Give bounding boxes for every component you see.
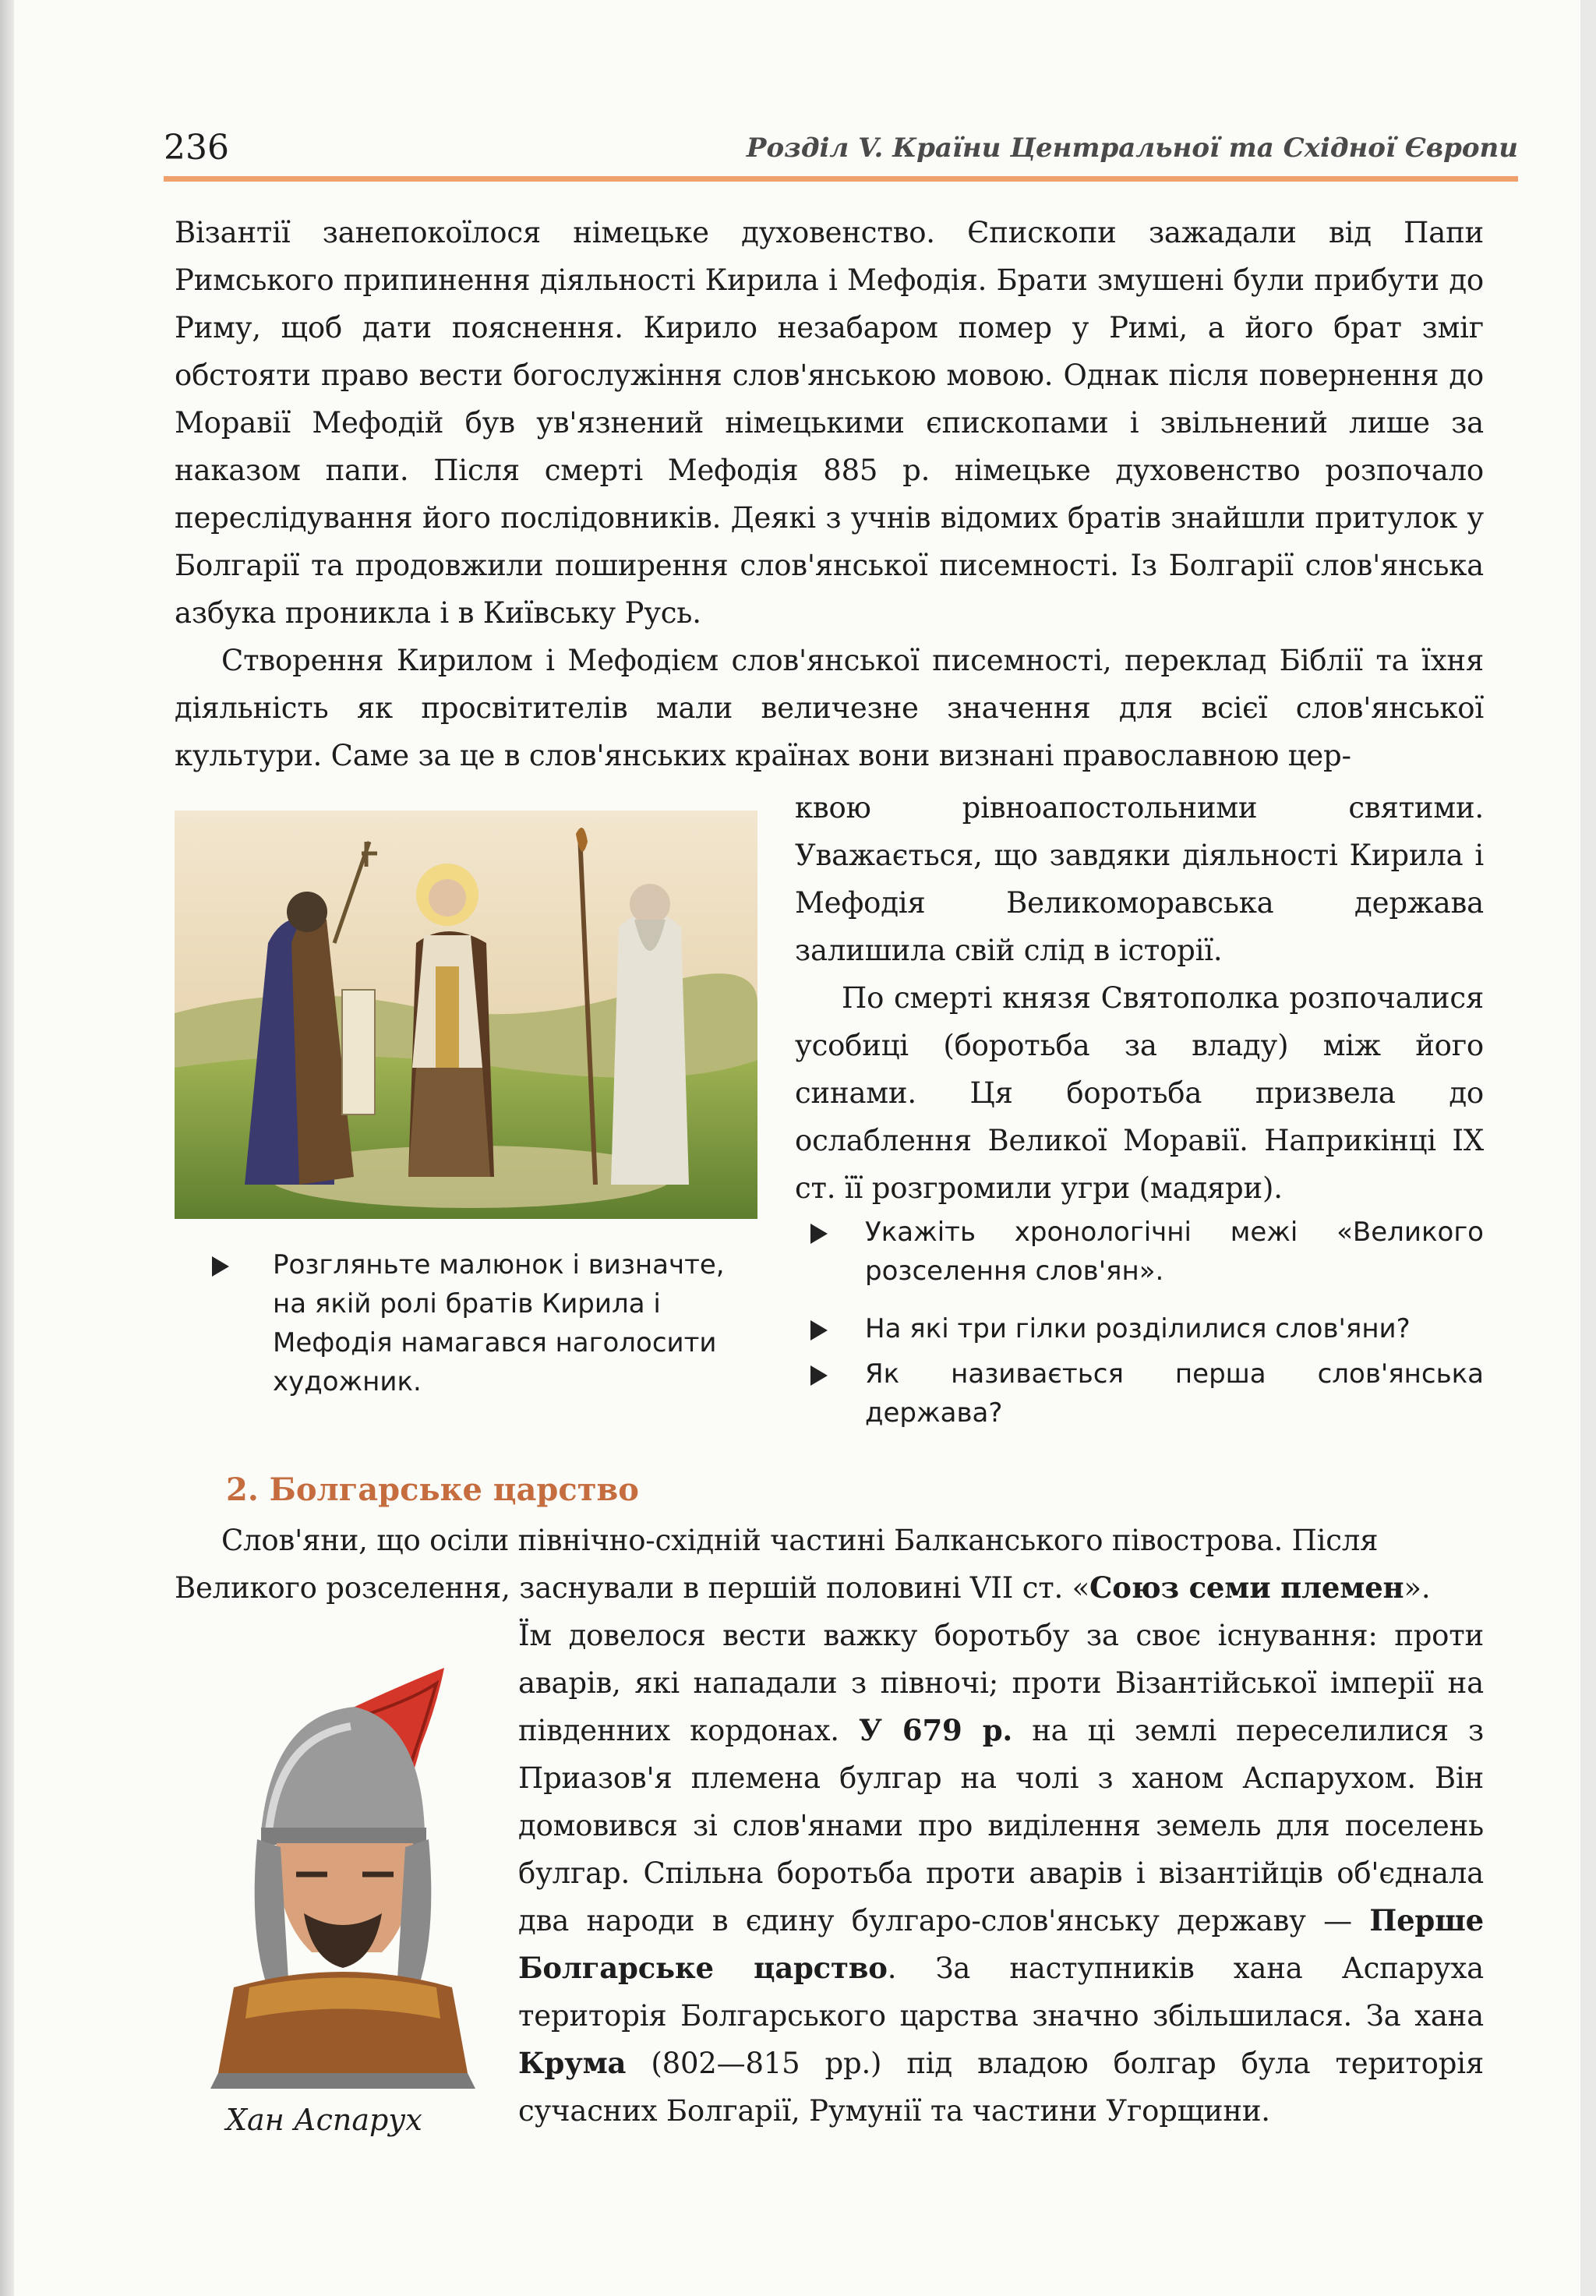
question-item: На які три гілки розділилися слов'яни? <box>865 1313 1411 1344</box>
running-header <box>164 123 1518 170</box>
question-bullet-icon <box>810 1224 828 1244</box>
section-heading: 2. Болгарське царство <box>226 1471 639 1508</box>
side-text-part: Їм довелося вести важку боротьбу за своє існування: проти аварів, які нападали з півночі; проти Візантійської імперії на південних кордонах. <box>518 1619 1484 1747</box>
side-text-part: (802—815 рр.) під владою болгар була територія сучасних Болгарії, Румунії та частини Угорщини. <box>518 2047 1484 2128</box>
question-bullet-icon <box>810 1320 828 1341</box>
illustration-cyril-methodius <box>175 811 757 1219</box>
section-2-intro-line-2 <box>175 1564 1484 1612</box>
paragraph-1: Візантії занепокоїлося німецьке духовенство. Єпископи зажадали від Папи Римського припинення діяльності Кирила і Мефодія. Брати змушені були прибути до Риму, щоб дати пояснення. Кирило незабаром помер у Римі, а його брат зміг обстояти право вести богослужіння слов'янською мовою. Однак після повернення до Моравії Мефодій був ув'язнений німецькими єпископами і звільнений лише за наказом папи. Після смерті Мефодія 885 р. німецьке духовенство розпочало переслідування його послідовників. Деякі з учнів відомих братів знайшли притулок у Болгарії та продовжили поширення слов'янської писемності. Із Болгарії слов'янська азбука проникла і в Київську Русь. <box>175 216 1484 630</box>
main-text-top <box>175 209 1484 779</box>
side-text-part: . За наступників хана Аспаруха територія Болгарського царства значно збільшилася. За хана <box>518 1952 1484 2033</box>
figure-2-caption: Хан Аспарух <box>226 2103 422 2137</box>
intro-text: Великого розселення, заснували в першій половині VII ст. « <box>175 1571 1090 1605</box>
painting-saints-image <box>175 811 757 1219</box>
question-item: Укажіть хронологічні межі «Великого розселення слов'ян». <box>865 1217 1484 1287</box>
question-bullet-icon <box>810 1365 828 1386</box>
section-2-paragraph <box>518 1612 1484 2135</box>
running-title: Розділ V. Країни Центральної та Східної Європи <box>746 132 1518 164</box>
section-2-intro-line-1: Слов'яни, що осіли північно-східній частині Балканського півострова. Після <box>221 1524 1379 1557</box>
page-edge-shadow <box>0 0 14 2296</box>
figure-1-caption: Розгляньте малюнок і визначте, на якій ролі братів Кирила і Мефодія намагався наголосити художник. <box>273 1249 725 1397</box>
side-text-1 <box>795 784 1484 1212</box>
intro-bold-term: Союз семи племен <box>1089 1570 1404 1605</box>
date-bold: У 679 р. <box>858 1713 1013 1747</box>
portrait-khan-asparukh <box>187 1652 499 2089</box>
khan-name-bold: Крума <box>518 2046 627 2080</box>
paragraph-2-side: квою рівноапостольними святими. Уважається, що завдяки діяльності Кирила і Мефодія Великоморавська держава залишила свій слід в історії. <box>795 791 1484 967</box>
side-text-part: на ці землі переселилися з Приазов'я племена булгар на чолі з ханом Аспарухом. Він домовився зі слов'янами про виділення земель для поселень булгар. Спільна боротьба проти аварів і візантійців об'єднала два народи в єдину булгаро-слов'янську державу — <box>518 1714 1484 1937</box>
question-item: Як називається перша слов'янська держава? <box>865 1358 1484 1429</box>
section-2-side-text <box>518 1612 1484 2135</box>
khan-portrait-image <box>187 1652 499 2089</box>
header-rule <box>164 176 1518 182</box>
intro-text-end: ». <box>1404 1571 1431 1605</box>
paragraph-3: По смерті князя Святополка розпочалися усобиці (боротьба за владу) між його синами. Ця боротьба призвела до ослаблення Великої Моравії. Наприкінці IX ст. її розгромили угри (мадяри). <box>795 981 1484 1205</box>
page-number: 236 <box>164 128 229 168</box>
state-name-bold: Перше Болгарське царство <box>518 1903 1484 1985</box>
paragraph-2-top: Створення Кирилом і Мефодієм слов'янської писемності, переклад Біблії та їхня діяльність як просвітителів мали величезне значення для всієї слов'янської культури. Саме за це в слов'янських країнах вони визнані православною цер- <box>175 644 1484 772</box>
section-2-intro <box>175 1517 1484 1612</box>
caption-bullet-icon <box>212 1256 229 1277</box>
